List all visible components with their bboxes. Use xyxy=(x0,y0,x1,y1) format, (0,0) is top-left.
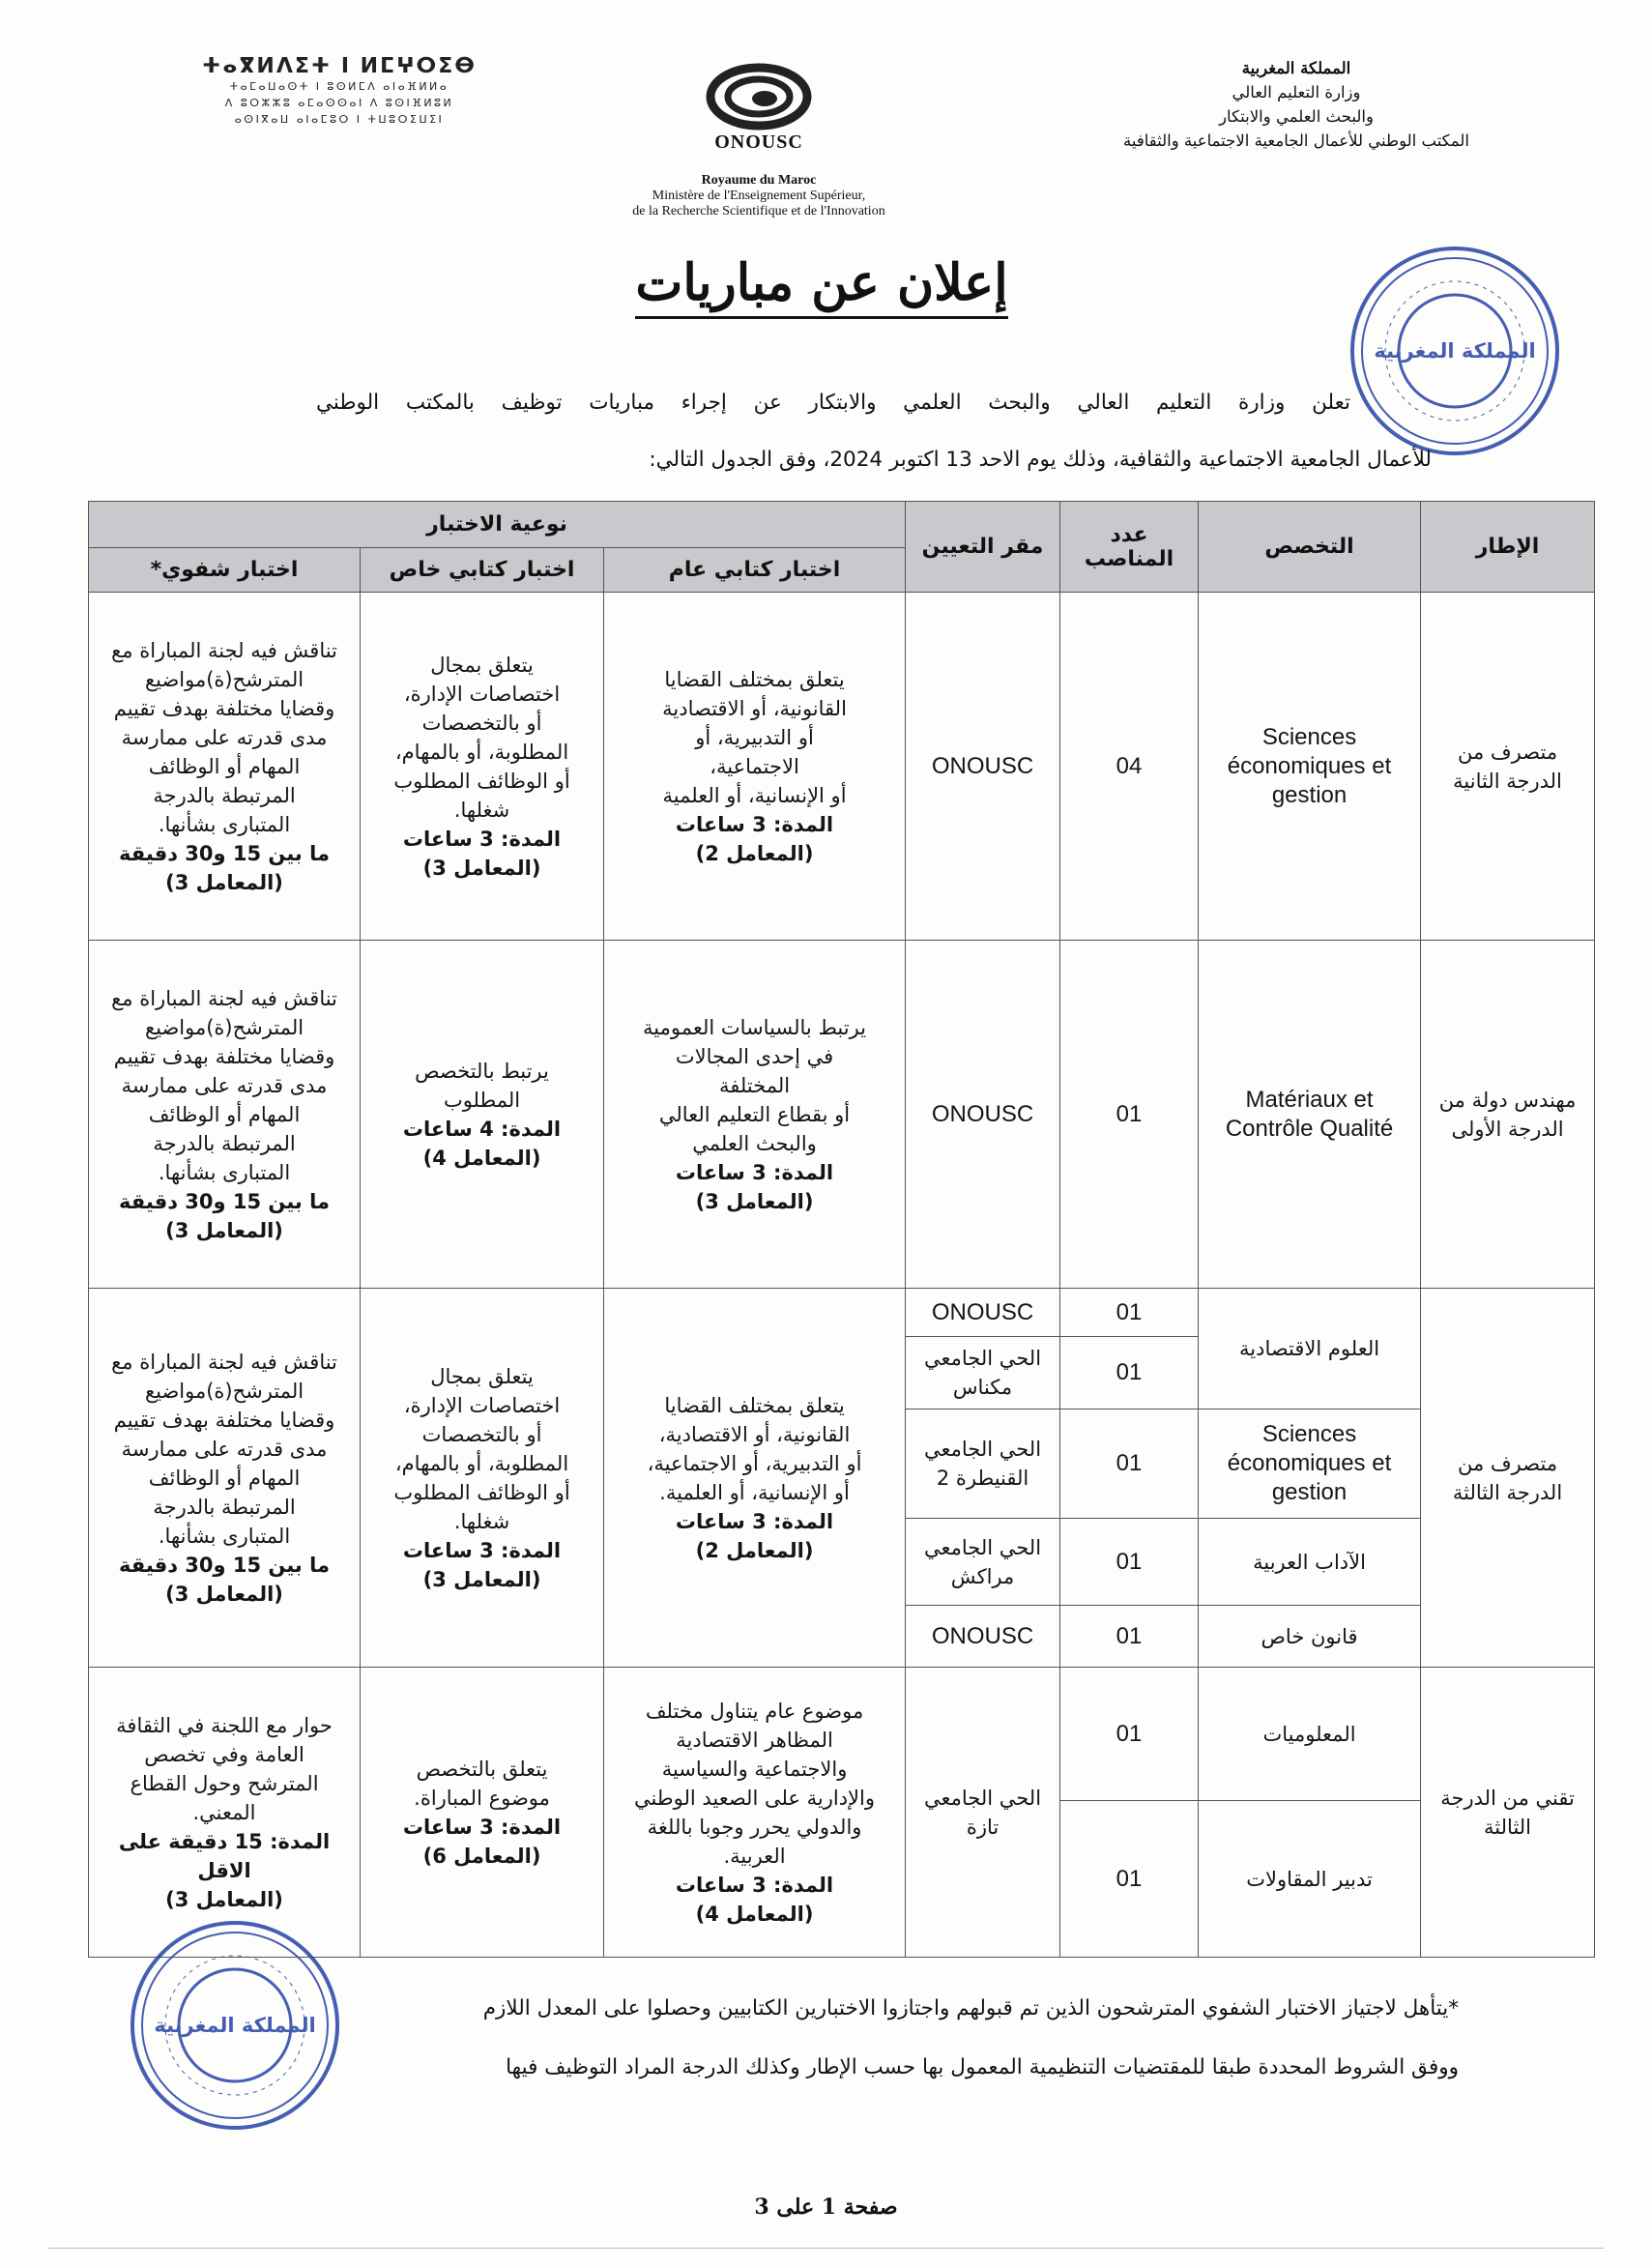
posts-cell: 04 xyxy=(1060,593,1199,941)
intro-line-1: تعلن وزارة التعليم العالي والبحث العلمي والابتكار عن إجراء مباريات توظيف بالمكتب الوطني xyxy=(316,391,1350,415)
tifinagh-line-3: ⴷ ⵓⵔⵣⵣⵓ ⴰⵎⴰⵙⵙⴰⵏ ⴷ ⵓⵙⵏⴼⵍⵓⵍ xyxy=(224,97,454,109)
oral-exam-cell: تناقش فيه لجنة المباراة مع المترشح(ة)مواضيع وقضايا مختلفة بهدف تقييم مدى قدرته على ممارسة المهام أو الوظائف المرتبطة بالدرجة المتبارى بشأنها. ما بين 15 و30 دقيقة (المعامل 3) xyxy=(89,593,361,941)
special-exam-cell: يتعلق بالتخصص موضوع المباراة. المدة: 3 ساعات (المعامل 6) xyxy=(361,1668,604,1958)
posts-cell: 01 xyxy=(1060,1519,1199,1606)
header-posts: عدد المناصب xyxy=(1060,502,1199,593)
location-cell: الحي الجامعي القنيطرة 2 xyxy=(906,1410,1060,1519)
header-written-general: اختبار كتابي عام xyxy=(604,548,906,593)
footnote-line-1: *يتأهل لاجتياز الاختبار الشفوي المترشحون الذين تم قبولهم واجتازوا الاختبارين الكتابيين وحصلوا على المعدل اللازم xyxy=(482,1996,1459,2020)
table-row xyxy=(89,1668,1595,1801)
page-number: صفحة 1 على 3 xyxy=(754,2194,898,2220)
onousc-logo-icon xyxy=(701,56,817,133)
specialty-cell: العلوم الاقتصادية xyxy=(1199,1289,1421,1410)
location-cell: الحي الجامعي مكناس xyxy=(906,1337,1060,1410)
header-oral: اختبار شفوي* xyxy=(89,548,361,593)
general-exam-cell: يرتبط بالسياسات العمومية في إحدى المجالات المختلفة أو بقطاع التعليم العالي والبحث العلمي المدة: 3 ساعات (المعامل 3) xyxy=(604,941,906,1289)
arabic-letterhead xyxy=(1103,56,1490,153)
header-written-special: اختبار كتابي خاص xyxy=(361,548,604,593)
oral-exam-cell: حوار مع اللجنة في الثقافة العامة وفي تخصص المترشح وحول القطاع المعني. المدة: 15 دقيقة على الاقل (المعامل 3) xyxy=(89,1668,361,1958)
posts-cell: 01 xyxy=(1060,1337,1199,1410)
official-stamp-bottom xyxy=(124,1914,346,2136)
cadre-cell: تقني من الدرجة الثالثة xyxy=(1421,1668,1595,1958)
competitions-table xyxy=(88,501,1595,1958)
tifinagh-header xyxy=(189,54,489,128)
posts-cell: 01 xyxy=(1060,1801,1199,1958)
specialty-cell: الآداب العربية xyxy=(1199,1519,1421,1606)
intro-line-2: للأعمال الجامعية الاجتماعية والثقافية، وذلك يوم الاحد 13 اكتوبر 2024، وفق الجدول التالي: xyxy=(649,448,1432,472)
general-exam-cell: يتعلق بمختلف القضايا القانونية، أو الاقتصادية أو التدبيرية، أو الاجتماعية، أو الإنسانية، أو العلمية المدة: 3 ساعات (المعامل 2) xyxy=(604,593,906,941)
specialty-cell: Sciences économiques et gestion xyxy=(1199,593,1421,941)
header-specialty: التخصص xyxy=(1199,502,1421,593)
page-title: إعلان عن مباريات xyxy=(483,253,1160,312)
ministry-ar-1: وزارة التعليم العالي xyxy=(1232,83,1361,102)
specialty-cell: المعلوميات xyxy=(1199,1668,1421,1801)
table-row xyxy=(89,1289,1595,1337)
location-cell: الحي الجامعي مراكش xyxy=(906,1519,1060,1606)
ministry-fr-1: Ministère de l'Enseignement Supérieur, xyxy=(652,189,866,203)
posts-cell: 01 xyxy=(1060,1410,1199,1519)
stamp-text-top: المملكة المغربية xyxy=(1374,339,1536,363)
location-cell: ONOUSC xyxy=(906,941,1060,1289)
official-stamp-top xyxy=(1344,240,1566,462)
ministry-ar-2: والبحث العلمي والابتكار xyxy=(1219,107,1374,126)
general-exam-cell: موضوع عام يتناول مختلف المظاهر الاقتصادية والاجتماعية والسياسية والإدارية على الصعيد الوطني والدولي يحرر وجوبا باللغة العربية. المدة: 3 ساعات (المعامل 4) xyxy=(604,1668,906,1958)
posts-cell: 01 xyxy=(1060,1289,1199,1337)
oral-exam-cell: تناقش فيه لجنة المباراة مع المترشح(ة)مواضيع وقضايا مختلفة بهدف تقييم مدى قدرته على ممارسة المهام أو الوظائف المرتبطة بالدرجة المتبارى بشأنها. ما بين 15 و30 دقيقة (المعامل 3) xyxy=(89,1289,361,1668)
bottom-divider xyxy=(48,2248,1604,2249)
tifinagh-line-2: ⵜⴰⵎⴰⵡⴰⵙⵜ ⵏ ⵓⵙⵍⵎⴷ ⴰⵏⴰⴼⵍⵍⴰ xyxy=(229,80,449,93)
logo-text: ONOUSC xyxy=(714,131,803,153)
general-exam-cell: يتعلق بمختلف القضايا القانونية، أو الاقتصادية، أو التدبيرية، أو الاجتماعية، أو الإنسانية، أو العلمية. المدة: 3 ساعات (المعامل 2) xyxy=(604,1289,906,1668)
cadre-cell: مهندس دولة من الدرجة الأولى xyxy=(1421,941,1595,1289)
special-exam-cell: يتعلق بمجال اختصاصات الإدارة، أو بالتخصصات المطلوبة، أو بالمهام، أو الوظائف المطلوب شغلها. المدة: 3 ساعات (المعامل 3) xyxy=(361,1289,604,1668)
specialty-cell: تدبير المقاولات xyxy=(1199,1801,1421,1958)
location-cell: الحي الجامعي تازة xyxy=(906,1668,1060,1958)
location-cell: ONOUSC xyxy=(906,1606,1060,1668)
special-exam-cell: يتعلق بمجال اختصاصات الإدارة، أو بالتخصصات المطلوبة، أو بالمهام، أو الوظائف المطلوب شغلها. المدة: 3 ساعات (المعامل 3) xyxy=(361,593,604,941)
cadre-cell: متصرف من الدرجة الثانية xyxy=(1421,593,1595,941)
tifinagh-line-1: ⵜⴰⴳⵍⴷⵉⵜ ⵏ ⵍⵎⵖⵔⵉⴱ xyxy=(201,54,477,78)
kingdom-ar: المملكة المغربية xyxy=(1241,59,1351,77)
office-ar: المكتب الوطني للأعمال الجامعية الاجتماعية والثقافية xyxy=(1123,131,1469,150)
header-exam-type: نوعية الاختبار xyxy=(89,502,906,548)
stamp-text-bottom: المملكة المغربية xyxy=(154,2014,316,2037)
cadre-cell: متصرف من الدرجة الثالثة xyxy=(1421,1289,1595,1668)
tifinagh-line-4: ⴰⵙⵏⴳⴰⵡ ⴰⵏⴰⵎⵓⵔ ⵏ ⵜⵡⵓⵔⵉⵡⵉⵏ xyxy=(234,113,445,126)
ministry-fr-2: de la Recherche Scientifique et de l'Innovation xyxy=(632,204,885,218)
header-cadre: الإطار xyxy=(1421,502,1595,593)
special-exam-cell: يرتبط بالتخصص المطلوب المدة: 4 ساعات (المعامل 4) xyxy=(361,941,604,1289)
location-cell: ONOUSC xyxy=(906,593,1060,941)
table-row xyxy=(89,941,1595,1289)
specialty-cell: Matériaux et Contrôle Qualité xyxy=(1199,941,1421,1289)
posts-cell: 01 xyxy=(1060,1606,1199,1668)
specialty-cell: قانون خاص xyxy=(1199,1606,1421,1668)
table-row xyxy=(89,593,1595,941)
footnote-line-2: ووفق الشروط المحددة طبقا للمقتضيات التنظيمية المعمول بها حسب الإطار وكذلك الدرجة المراد التوظيف فيها xyxy=(506,2055,1459,2079)
posts-cell: 01 xyxy=(1060,1668,1199,1801)
onousc-logo-block xyxy=(541,56,976,219)
posts-cell: 01 xyxy=(1060,941,1199,1289)
location-cell: ONOUSC xyxy=(906,1289,1060,1337)
specialty-cell: Sciences économiques et gestion xyxy=(1199,1410,1421,1519)
header-location: مقر التعيين xyxy=(906,502,1060,593)
kingdom-fr: Royaume du Maroc xyxy=(701,173,817,188)
oral-exam-cell: تناقش فيه لجنة المباراة مع المترشح(ة)مواضيع وقضايا مختلفة بهدف تقييم مدى قدرته على ممارسة المهام أو الوظائف المرتبطة بالدرجة المتبارى بشأنها. ما بين 15 و30 دقيقة (المعامل 3) xyxy=(89,941,361,1289)
